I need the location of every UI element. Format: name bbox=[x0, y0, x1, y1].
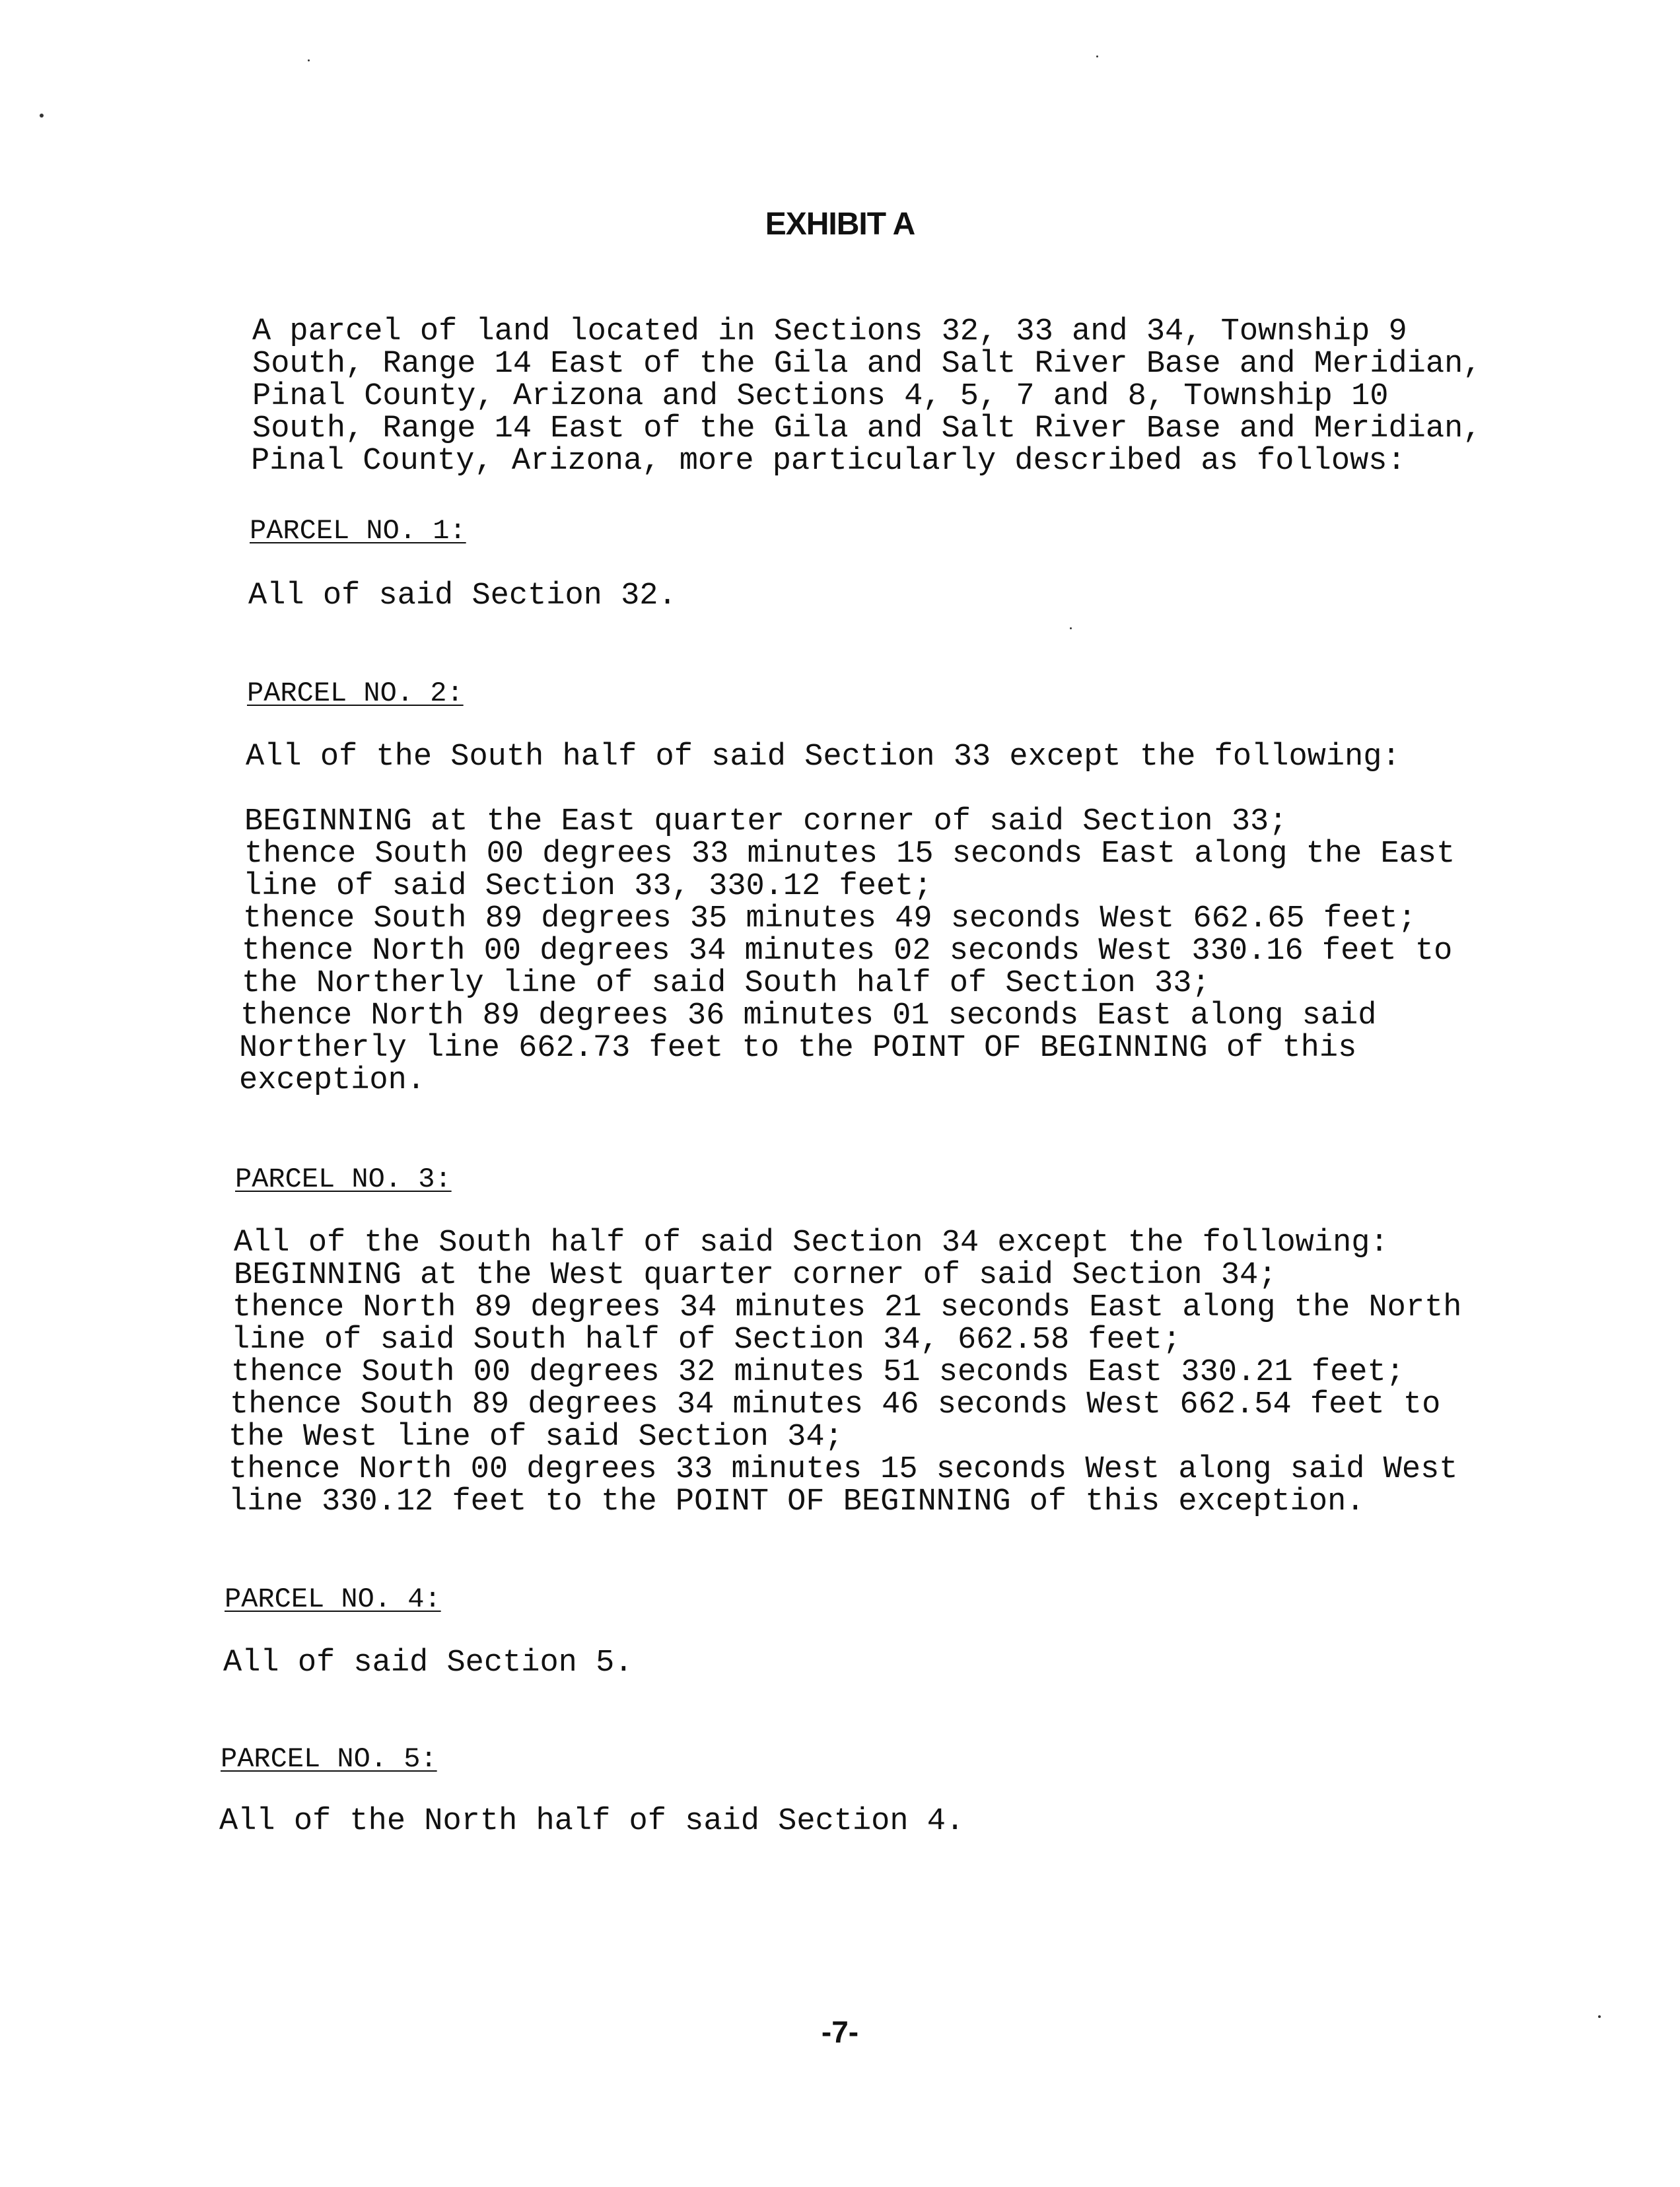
parcel-text-line: thence North 00 degrees 33 minutes 15 seconds West along said West bbox=[228, 1452, 1458, 1487]
parcel-text-line: line of said South half of Section 34, 662.58 feet; bbox=[231, 1323, 1181, 1358]
scan-speck bbox=[1070, 627, 1072, 629]
parcel-text-line: line 330.12 feet to the POINT OF BEGINNING of this exception. bbox=[228, 1484, 1365, 1519]
parcel-text-line: All of the South half of said Section 33 except the following: bbox=[246, 740, 1401, 775]
document-title: EXHIBIT A bbox=[765, 207, 915, 242]
scan-speck bbox=[1096, 55, 1098, 57]
intro-line: Pinal County, Arizona, more particularly described as follows: bbox=[251, 444, 1406, 479]
scan-speck bbox=[40, 114, 44, 118]
parcel-text-line: thence South 00 degrees 32 minutes 51 seconds East 330.21 feet; bbox=[231, 1355, 1405, 1390]
parcel-text-line: All of said Section 5. bbox=[223, 1646, 633, 1681]
parcel-text-line: Northerly line 662.73 feet to the POINT OF BEGINNING of this bbox=[239, 1031, 1357, 1066]
parcel-text-line: the Northerly line of said South half of Section 33; bbox=[242, 966, 1210, 1001]
parcel-text-line: All of the South half of said Section 34 except the following: bbox=[234, 1226, 1389, 1261]
parcel-heading: PARCEL NO. 5: bbox=[221, 1743, 437, 1775]
parcel-text-line: BEGINNING at the West quarter corner of said Section 34; bbox=[234, 1258, 1277, 1293]
parcel-text-line: thence South 89 degrees 34 minutes 46 seconds West 662.54 feet to bbox=[230, 1387, 1441, 1422]
parcel-text-line: All of the North half of said Section 4. bbox=[219, 1804, 965, 1839]
parcel-heading: PARCEL NO. 2: bbox=[247, 677, 464, 709]
parcel-heading: PARCEL NO. 3: bbox=[235, 1163, 452, 1195]
scan-speck bbox=[308, 59, 310, 61]
parcel-text-line: thence North 89 degrees 36 minutes 01 seconds East along said bbox=[240, 998, 1377, 1033]
intro-line: A parcel of land located in Sections 32, 33 and 34, Township 9 bbox=[252, 314, 1407, 349]
parcel-text-line: thence South 00 degrees 33 minutes 15 seconds East along the East bbox=[244, 837, 1455, 872]
parcel-text-line: thence North 00 degrees 34 minutes 02 seconds West 330.16 feet to bbox=[242, 934, 1453, 969]
parcel-text-line: exception. bbox=[239, 1063, 426, 1098]
parcel-text-line: BEGINNING at the East quarter corner of said Section 33; bbox=[244, 804, 1288, 839]
parcel-text-line: thence South 89 degrees 35 minutes 49 seconds West 662.65 feet; bbox=[243, 901, 1417, 936]
intro-line: Pinal County, Arizona and Sections 4, 5, 7 and 8, Township 10 bbox=[252, 379, 1389, 414]
parcel-heading: PARCEL NO. 4: bbox=[225, 1583, 441, 1615]
intro-line: South, Range 14 East of the Gila and Salt River Base and Meridian, bbox=[252, 347, 1482, 382]
parcel-text-line: All of said Section 32. bbox=[248, 578, 677, 613]
page-number: -7- bbox=[821, 2015, 859, 2049]
parcel-text-line: thence North 89 degrees 34 minutes 21 seconds East along the North bbox=[232, 1290, 1462, 1325]
parcel-text-line: line of said Section 33, 330.12 feet; bbox=[243, 869, 932, 904]
parcel-text-line: the West line of said Section 34; bbox=[228, 1420, 843, 1455]
parcel-heading: PARCEL NO. 1: bbox=[250, 515, 466, 547]
intro-line: South, Range 14 East of the Gila and Salt River Base and Meridian, bbox=[252, 411, 1482, 446]
